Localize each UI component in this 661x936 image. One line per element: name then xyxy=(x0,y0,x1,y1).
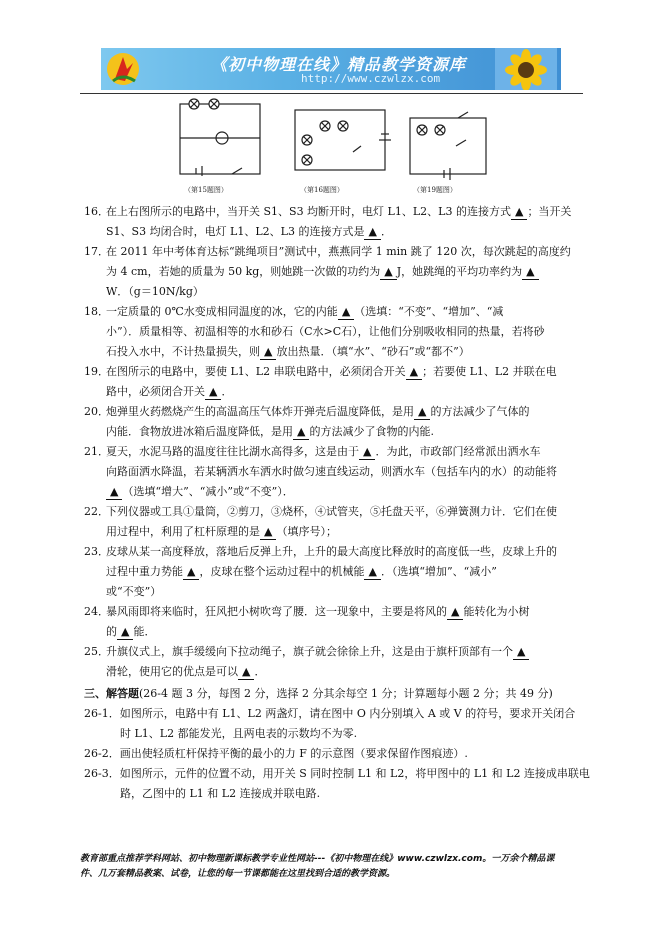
question-23: 23．皮球从某一高度释放，落地后反弹上升，上升的最大高度比释放时的高度低一些，皮球上升的 过程中重力势能 ▲ ，皮球在整个运动过程中的机械能 ▲ ．（选填“增加”、“减小” 或“不变”） xyxy=(84,545,557,598)
question-25: 25．升旗仪式上，旗手缓缓向下拉动绳子，旗子就会徐徐上升，这是由于旗杆顶部有一个 ▲ 滑轮，使用它的优点是可以 ▲ ． xyxy=(84,642,584,682)
answer-blank[interactable]: ▲ xyxy=(380,265,396,280)
answer-blank[interactable]: ▲ xyxy=(205,385,221,400)
section-note: (26-4 题 3 分，每图 2 分，选择 2 分其余每空 1 分；计算题每小题 2 分；共 49 分) xyxy=(139,687,553,700)
question-26-2: 26-2．画出使轻质杠杆保持平衡的最小的力 F 的示意图（要求保留作图痕迹）. xyxy=(84,747,468,760)
site-url: http://www.czwlzx.com xyxy=(301,72,441,85)
answer-blank[interactable]: ▲ xyxy=(364,565,380,580)
site-title: 《初中物理在线》精品教学资源库 xyxy=(211,55,467,74)
sunflower-icon xyxy=(495,48,557,90)
question-17: 17．在 2011 年中考体育达标“跳绳项目”测试中，燕燕同学 1 min 跳了 120 次，每次跳起的高度约 为 4 cm，若她的质量为 50 kg，则她跳一次做的功约为 ▲ J，她跳绳的平均功率约为 ▲ W．（g＝10N/kg） xyxy=(84,245,571,298)
question-21: 21．夏天，水泥马路的温度往往比湖水高得多，这是由于 ▲ ．为此，市政部门经常派出洒水车 向路面洒水降温，若某辆洒水车洒水时做匀速直线运动，则洒水车（包括车内的水）的动能将 ▲ （选填“增大”、“减小”或“不变”）． xyxy=(84,445,557,498)
answer-blank[interactable]: ▲ xyxy=(414,405,430,420)
answer-blank[interactable]: ▲ xyxy=(447,605,463,620)
footer-line-2: 件、几万套精品教案、试卷，让您的每一节课都能在这里找到合适的教学资源。 xyxy=(80,869,396,879)
answer-blank[interactable]: ▲ xyxy=(293,425,309,440)
header-rule xyxy=(80,93,583,94)
question-16: 16．在上右图所示的电路中，当开关 S1、S3 均断开时，电灯 L1、L2、L3 的连接方式 ▲ ；当开关 S1、S3 均闭合时，电灯 L1、L2、L3 的连接方式是 ▲ ． xyxy=(84,205,572,238)
answer-blank[interactable]: ▲ xyxy=(183,565,199,580)
question-20: 20．炮弹里火药燃烧产生的高温高压气体炸开弹壳后温度降低，是用 ▲ 的方法减少了气体的 内能．食物放进冰箱后温度降低，是用 ▲ 的方法减少了食物的内能. xyxy=(84,405,530,438)
question-26-1: 26-1．如图所示，电路中有 L1、L2 两盏灯，请在图中 O 内分别填入 A 或 V 的符号，要求开关闭合 时 L1、L2 都能发光，且两电表的示数均不为零. xyxy=(84,707,576,740)
question-22: 22．下列仪器或工具①量筒，②剪刀，③烧杯，④试管夹，⑤托盘天平，⑥弹簧测力计．它们在使 用过程中，利用了杠杆原理的是 ▲ （填序号）； xyxy=(84,505,557,538)
site-logo-icon xyxy=(105,51,141,87)
answer-blank[interactable]: ▲ xyxy=(238,665,254,680)
header-banner xyxy=(101,48,561,90)
answer-blank[interactable]: ▲ xyxy=(406,365,422,380)
answer-blank[interactable]: ▲ xyxy=(260,345,276,360)
figure-16-caption: （第16题图） xyxy=(300,186,344,194)
question-19: 19．在图所示的电路中，要使 L1、L2 串联电路中，必须闭合开关 ▲ ；若要使 L1、L2 并联在电 路中，必须闭合开关 ▲ ． xyxy=(84,365,557,398)
answer-blank[interactable]: ▲ xyxy=(522,265,538,280)
question-26-3: 26-3．如图所示，元件的位置不动，用开关 S 同时控制 L1 和 L2，将甲图中的 L1 和 L2 连接成串联电 路，乙图中的 L1 和 L2 连接成并联电路. xyxy=(84,767,590,800)
answer-blank[interactable]: ▲ xyxy=(513,645,529,660)
answer-blank[interactable]: ▲ xyxy=(260,525,276,540)
answer-blank[interactable]: ▲ xyxy=(338,305,354,320)
figure-16-circuit xyxy=(295,110,391,170)
question-24: 24．暴风雨即将来临时，狂风把小树吹弯了腰．这一现象中，主要是将风的 ▲ 能转化为小树 的 ▲ 能． xyxy=(84,605,530,638)
section-title: 三、解答题 xyxy=(84,687,139,700)
figure-19-caption: （第19题图） xyxy=(413,186,457,194)
answer-blank[interactable]: ▲ xyxy=(511,205,527,220)
figure-19-circuit xyxy=(410,112,486,180)
footer-line-1: 教育部重点推荐学科网站、初中物理新课标教学专业性网站---《初中物理在线》www.czwlzx.com。一万余个精品课 xyxy=(80,854,555,864)
answer-blank[interactable]: ▲ xyxy=(117,625,133,640)
answer-blank[interactable]: ▲ xyxy=(359,445,375,460)
answer-blank[interactable]: ▲ xyxy=(364,225,380,240)
answer-blank[interactable]: ▲ xyxy=(106,485,122,500)
circuit-figures xyxy=(170,96,490,196)
page-footer xyxy=(80,852,584,882)
question-18: 18．一定质量的 0℃水变成相同温度的冰，它的内能 ▲ （选填：“不变”、“增加”、“减 小”）．质量相等、初温相等的水和砂石（C水>C石），让他们分别吸收相同的热量，若将砂 石投入水中，不计热量损失，则 ▲ 放出热量．（填“水”、“砂石”或“都不”） xyxy=(84,305,545,358)
figure-15-circuit xyxy=(180,99,260,176)
section-3-heading xyxy=(84,684,584,704)
figure-15-caption: （第15题图） xyxy=(184,186,228,194)
